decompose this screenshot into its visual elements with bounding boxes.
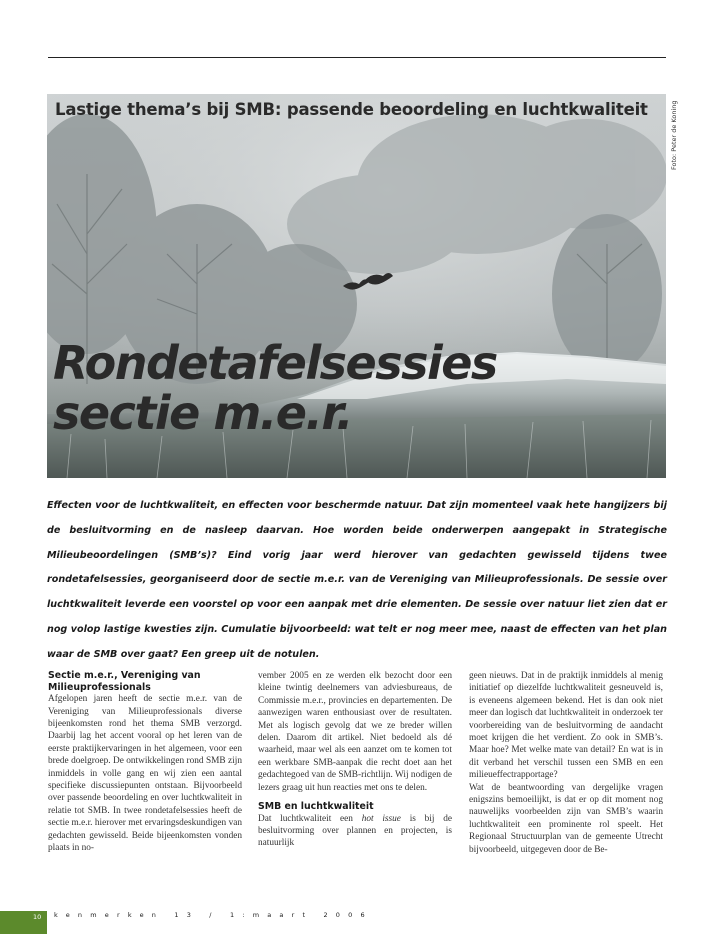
photo-credit-text: Foto: Peter de Koning <box>670 100 678 170</box>
column-1 <box>48 670 242 854</box>
lead-paragraph: Effecten voor de luchtkwaliteit, en effecten voor beschermde natuur. Dat zijn momenteel vaak hete hangijzers bij de besluitvorming en de nasleep daarvan. Hoe worden beide onderwerpen aangepakt in Strategische Milieubeoordelingen (SMB’s)? Eind vorig jaar werd hierover van gedachten gewisseld tijdens twee rondetafelsessies, georganiseerd door de sectie m.e.r. van de Vereniging van Milieuprofessionals. De sessie over luchtkwaliteit leverde een voorstel op voor een aanpak met drie elementen. De sessie over natuur liet zien dat er nog volop lastige kwesties zijn. Cumulatie bijvoorbeeld: wat telt er nog meer mee, naast de effecten van het plan waar de SMB over gaat? Een greep uit de notulen. <box>47 500 667 660</box>
headline <box>53 338 497 438</box>
photo-credit <box>669 98 681 170</box>
body-paragraph: Afgelopen jaren heeft de sectie m.e.r. van de Vereniging van Milieuprofessionals diverse bijeenkomsten rond het thema SMB verzorgd. Daarbij lag het accent vooral op het leren van de eerste praktijkervaringen in het algemeen, voor een brede doelgroep. De ontwikkelingen rond SMB zijn inmiddels in volle gang en wij zien een aantal specifieke discussiepunten ontstaan. Bijvoorbeeld over passende beoordeling en over luchtkwaliteit in relatie tot SMB. In twee rondetafelsessies heeft de sectie m.e.r. hierover met ervaringsdeskundigen van gedachten gewisseld. Beide bijeenkomsten vonden plaats in no- <box>48 694 242 854</box>
emphasis-hot-issue: hot issue <box>361 813 401 824</box>
section-heading-smb-luchtkwaliteit: SMB en luchtkwaliteit <box>258 801 374 813</box>
top-rule <box>48 57 666 58</box>
body-paragraph <box>258 813 452 850</box>
column-2 <box>258 670 452 850</box>
body-paragraph: geen nieuws. Dat in de praktijk inmiddels al menig initiatief op diezelfde luchtkwaliteit gesneuveld is, is eveneens algemeen bekend. Het is dan ook niet meer dan logisch dat luchtkwaliteit in onderzoek ter voorbereiding van de besluitvorming de aandacht moet krijgen die het verdient. Zo ook in SMB’s. Maar hoe? Met welke mate van detail? En wat is in dit verband het verschil tussen een SMB en een milieueffectrapportage? <box>469 671 663 781</box>
headline-line-2: sectie m.e.r. <box>53 386 352 440</box>
column-3 <box>469 670 663 856</box>
body-paragraph: Wat de beantwoording van dergelijke vragen enigszins bemoeilijkt, is dat er op dit moment nog nauwelijks voorbeelden zijn van SMB’s waarin luchtkwaliteit een prominente rol speelt. Het Regionaal Structuurplan van de gemeente Utrecht bijvoorbeeld, uitgegeven door de Be- <box>469 782 663 855</box>
page-number: 10 <box>33 913 42 921</box>
running-footer: kenmerken 13 / 1:maart 2006 <box>54 911 373 919</box>
body-paragraph: vember 2005 en ze werden elk bezocht door een kleine twintig deelnemers van adviesbureaus, de Commissie m.e.r., provincies en departementen. De aanwezigen waren enthousiast over de resultaten. Met als logisch gevolg dat we ze breder willen delen. Daarom dit artikel. Niet bedoeld als dé waarheid, maar wel als een aanzet om te komen tot een werkbare SMB-aanpak die recht doet aan het gedachtegoed van de SMB-richtlijn. Wij nodigen de lezers graag uit hun reacties met ons te delen. <box>258 671 452 793</box>
section-heading-sectie-mer: Sectie m.e.r., Vereniging van Milieuprofessionals <box>48 670 201 693</box>
headline-line-1: Rondetafelsessies <box>53 336 497 390</box>
text-run: Dat luchtkwaliteit een <box>258 813 362 824</box>
kicker-title: Lastige thema’s bij SMB: passende beoordeling en luchtkwaliteit <box>55 100 648 119</box>
text-run: is bij de besluitvorming over plannen en projecten, is natuurlijk <box>258 813 452 849</box>
page-number-box <box>0 911 47 934</box>
header-photo <box>47 94 666 478</box>
